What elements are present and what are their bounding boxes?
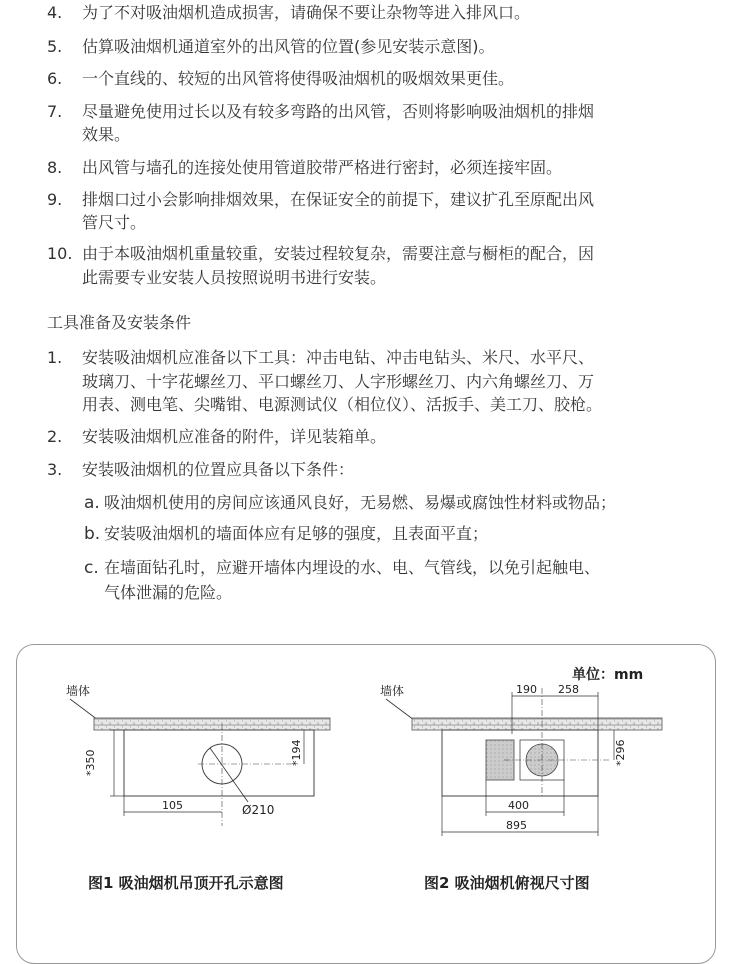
- item-number: 8.: [47, 158, 63, 177]
- item-number: 2.: [47, 427, 63, 446]
- item-text: 安装吸油烟机应准备的附件，详见装箱单。: [82, 427, 387, 446]
- section-title: 工具准备及安装条件: [47, 313, 192, 332]
- wall-label: 墙体: [380, 684, 405, 698]
- item-text: 安装吸油烟机的位置应具备以下条件：: [82, 460, 355, 479]
- sub-item-text: 气体泄漏的危险。: [104, 583, 233, 602]
- figure-1-caption: 图1 吸油烟机吊顶开孔示意图: [88, 874, 284, 892]
- unit-label: 单位：mm: [572, 667, 644, 683]
- dim-895: 895: [506, 819, 527, 832]
- item-number: 5.: [47, 37, 63, 56]
- figure-2-drawing: [374, 680, 704, 840]
- item-number: 1.: [47, 348, 63, 367]
- figure-2-caption: 图2 吸油烟机俯视尺寸图: [424, 874, 590, 892]
- wall-leader: [70, 699, 98, 720]
- item-text: 此需要专业安装人员按照说明书进行安装。: [82, 268, 387, 287]
- item-number: 4.: [47, 3, 63, 22]
- item-text: 出风管与墙孔的连接处使用管道胶带严格进行密封，必须连接牢固。: [82, 158, 563, 177]
- wall-leader: [386, 699, 414, 720]
- sub-item-label: a.: [84, 493, 100, 513]
- dim-296: *296: [614, 739, 627, 766]
- item-number: 10.: [47, 244, 73, 263]
- item-text: 玻璃刀、十字花螺丝刀、平口螺丝刀、人字形螺丝刀、内六角螺丝刀、万: [82, 372, 595, 391]
- item-number: 6.: [47, 69, 63, 88]
- dim-diameter: Ø210: [242, 803, 275, 817]
- sub-item-text: 吸油烟机使用的房间应该通风良好，无易燃、易爆或腐蚀性材料或物品；: [104, 493, 617, 512]
- item-number: 9.: [47, 190, 63, 209]
- item-text: 安装吸油烟机应准备以下工具：冲击电钻、冲击电钻头、米尺、水平尺、: [82, 348, 595, 367]
- item-text: 一个直线的、较短的出风管将使得吸油烟机的吸烟效果更佳。: [82, 69, 515, 88]
- item-text: 效果。: [82, 125, 131, 144]
- dim-194: *194: [290, 739, 303, 766]
- item-text: 排烟口过小会影响排烟效果，在保证安全的前提下，建议扩孔至原配出风: [82, 190, 595, 209]
- ceiling-wall: [94, 718, 330, 730]
- dim-350: *350: [84, 749, 97, 776]
- item-text: 尽量避免使用过长以及有较多弯路的出风管，否则将影响吸油烟机的排烟: [82, 102, 595, 121]
- dim-105: 105: [162, 799, 183, 812]
- dim-258: 258: [558, 683, 579, 696]
- item-text: 由于本吸油烟机重量较重，安装过程较复杂，需要注意与橱柜的配合，因: [82, 244, 595, 263]
- dim-190: 190: [516, 683, 537, 696]
- figure-1-drawing: [50, 680, 350, 830]
- sub-item-label: c.: [84, 558, 99, 578]
- sub-item-text: 安装吸油烟机的墙面体应有足够的强度，且表面平直；: [104, 524, 489, 543]
- sub-item-label: b.: [84, 524, 101, 544]
- dim-400: 400: [508, 799, 529, 812]
- ceiling-wall: [412, 718, 662, 730]
- hood-body: [124, 730, 314, 796]
- sub-item-text: 在墙面钻孔时，应避开墙体内埋设的水、电、气管线，以免引起触电、: [104, 558, 601, 577]
- wall-label: 墙体: [66, 684, 91, 698]
- item-number: 7.: [47, 102, 63, 121]
- item-text: 为了不对吸油烟机造成损害，请确保不要让杂物等进入排风口。: [82, 3, 531, 22]
- item-number: 3.: [47, 460, 63, 479]
- item-text: 估算吸油烟机通道室外的出风管的位置(参见安装示意图)。: [82, 37, 495, 56]
- item-text: 管尺寸。: [82, 213, 147, 232]
- item-text: 用表、测电笔、尖嘴钳、电源测试仪（相位仪）、活扳手、美工刀、胶枪。: [82, 395, 603, 414]
